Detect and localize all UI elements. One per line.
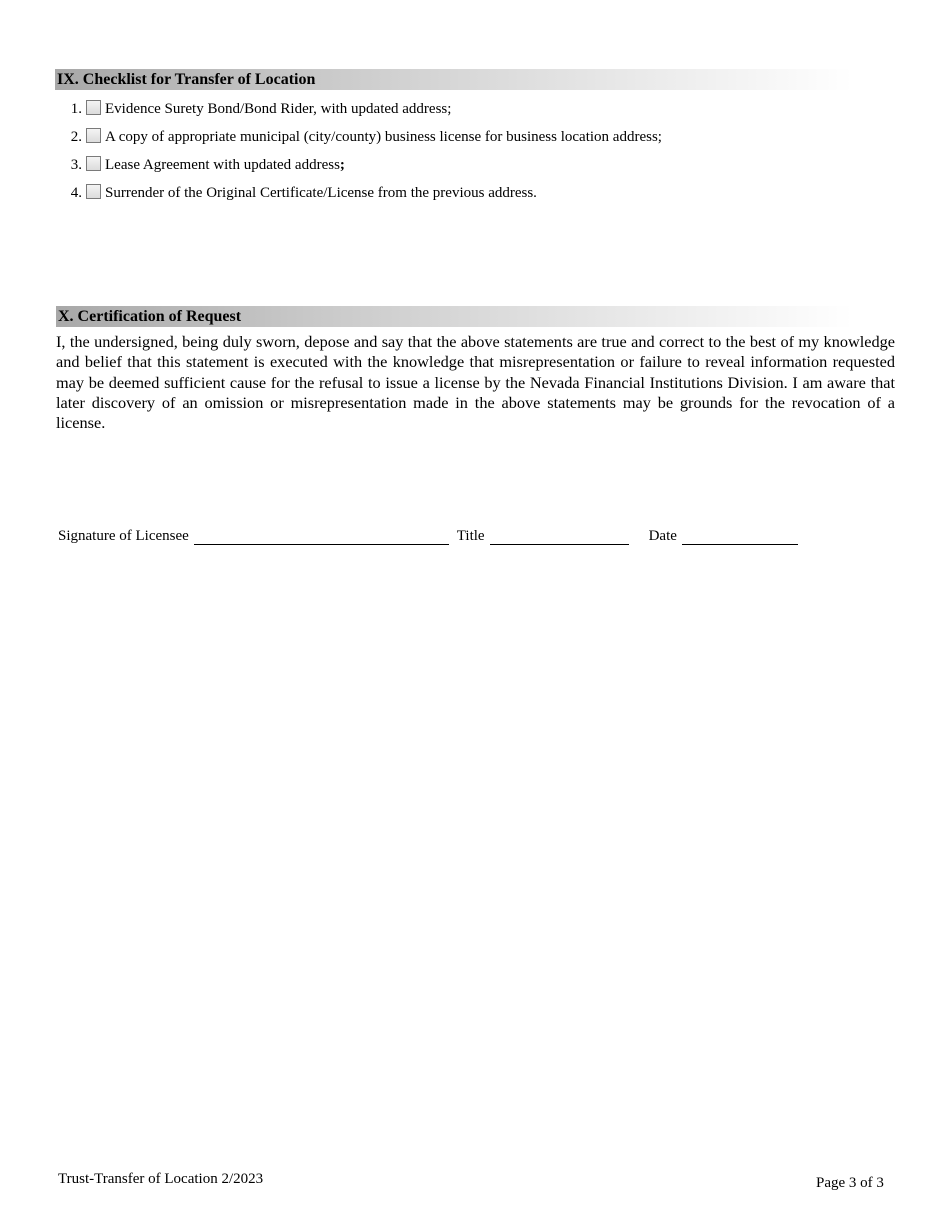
section-ix-title: IX. Checklist for Transfer of Location [57,71,316,88]
checklist-item-number: 3. [70,156,82,173]
section-x-header [56,306,895,327]
checklist-item-label: Surrender of the Original Certificate/License from the previous address. [105,184,537,201]
footer-page-number: Page 3 of 3 [816,1175,884,1191]
signature-title-field[interactable] [490,528,629,545]
signature-licensee-field[interactable] [194,528,449,545]
checklist-item-number: 4. [70,184,82,201]
checklist-checkbox-2[interactable] [86,128,101,143]
signature-date-field[interactable] [682,528,798,545]
checklist-checkbox-4[interactable] [86,184,101,199]
transfer-checklist [60,95,662,207]
signature-licensee-label: Signature of Licensee [58,528,189,544]
section-ix-header [55,69,895,90]
checklist-item-number: 1. [70,100,82,117]
section-x-title: X. Certification of Request [58,308,242,325]
signature-date-label: Date [648,528,677,544]
checklist-item [60,151,662,179]
footer-form-id: Trust-Transfer of Location 2/2023 [58,1171,264,1187]
checklist-item-suffix: ; [339,156,345,173]
signature-title-label: Title [456,528,485,544]
checklist-item-label: Evidence Surety Bond/Bond Rider, with updated address; [105,100,452,117]
signature-row [58,528,798,545]
checklist-item [60,179,662,207]
checklist-item-label: Lease Agreement with updated address [105,156,340,173]
certification-statement: I, the undersigned, being duly sworn, depose and say that the above statements are true and correct to the best of my knowledge and belief that this statement is executed with the knowledge that misrepresentation or failure to reveal information requested may be deemed sufficient cause for the refusal to issue a license by the Nevada Financial Institutions Division. I am aware that later discovery of an omission or misrepresentation made in the above statements may be grounds for the revocation of a license. [56,332,895,433]
checklist-item-label: A copy of appropriate municipal (city/county) business license for business location address; [105,128,662,145]
checklist-item [60,95,662,123]
checklist-checkbox-3[interactable] [86,156,101,171]
checklist-checkbox-1[interactable] [86,100,101,115]
checklist-item-number: 2. [70,128,82,145]
checklist-item [60,123,662,151]
